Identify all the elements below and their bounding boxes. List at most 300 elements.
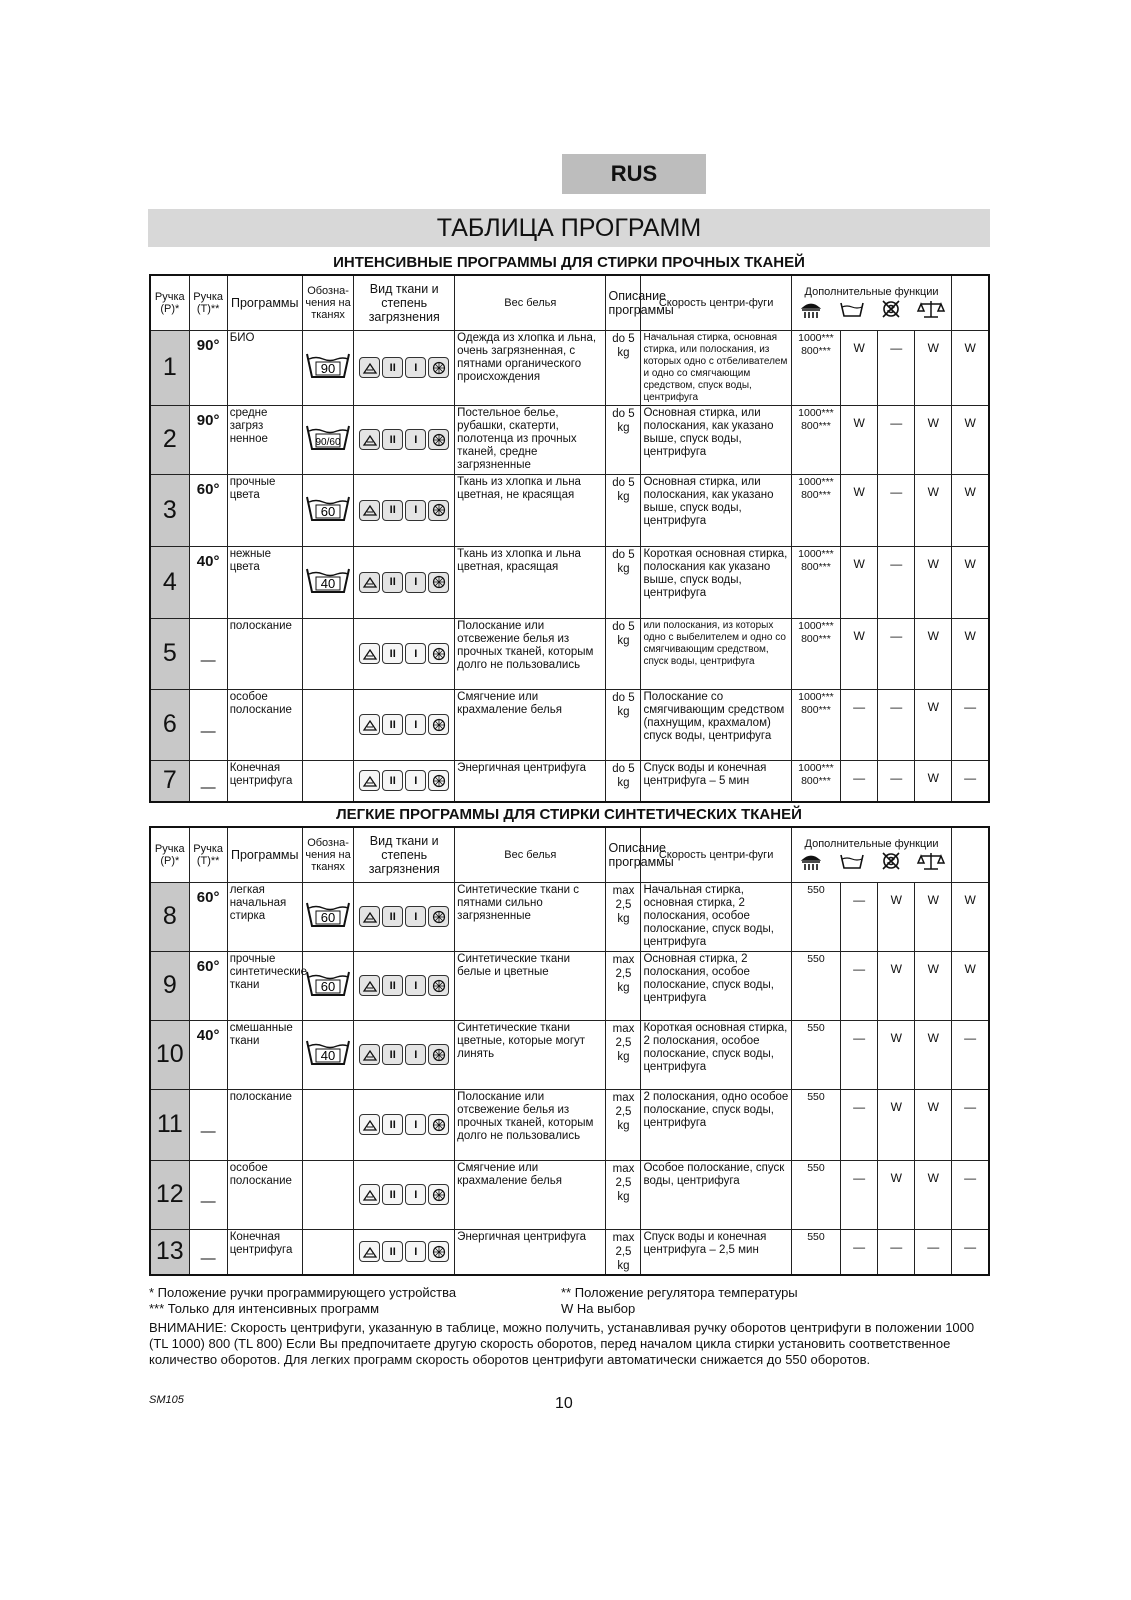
option-tub: — — [878, 618, 915, 689]
wash-1-button-icon: I — [405, 1184, 426, 1205]
program-name: прочные цвета — [227, 474, 302, 546]
temperature-setting: 60° — [189, 474, 227, 546]
extra-icons-row — [792, 850, 952, 872]
option-half-load: W — [952, 546, 989, 618]
option-no-spin: W — [915, 330, 952, 405]
program-description: Основная стирка, 2 полоскания, особое полоскание, спуск воды, центрифуга — [641, 951, 791, 1020]
program-description: Спуск воды и конечная центрифуга – 2,5 мин — [641, 1229, 791, 1275]
footnote-p-handle: * Положение ручки программирующего устройства — [149, 1285, 457, 1300]
prewash-button-icon — [359, 572, 380, 593]
option-half-load: W — [952, 618, 989, 689]
option-half-load: W — [952, 330, 989, 405]
prewash-button-icon — [359, 1184, 380, 1205]
header-p-handle: Ручка (Р)* — [150, 827, 189, 882]
prewash-button-icon — [359, 714, 380, 735]
option-no-spin: W — [915, 1020, 952, 1089]
spin-speed: 1000*** 800*** — [791, 546, 840, 618]
wash-2-button-icon: II — [382, 357, 403, 378]
temperature-setting: — — [189, 1160, 227, 1229]
program-buttons — [354, 546, 455, 618]
fabric-symbol — [302, 689, 353, 760]
program-buttons — [354, 1229, 455, 1275]
wash-1-button-icon: I — [405, 770, 426, 791]
wash-1-button-icon: I — [405, 906, 426, 927]
spin-speed: 1000*** 800*** — [791, 405, 840, 474]
wash-temperature-icon — [305, 968, 351, 998]
prewash-button-icon — [359, 906, 380, 927]
fabric-type: Синтетические ткани белые и цветные — [455, 951, 606, 1020]
spin-speed: 1000*** 800*** — [791, 330, 840, 405]
program-description: Начальная стирка, основная стирка, или полоскания, из которых одно с отбеливателем и одно со смягчающим средством, спуск воды, центрифуга — [641, 330, 791, 405]
selector-buttons — [356, 1044, 452, 1065]
program-buttons — [354, 760, 455, 802]
option-shower: W — [841, 546, 878, 618]
prewash-button-icon — [359, 770, 380, 791]
temperature-setting: — — [189, 1229, 227, 1275]
option-no-spin: W — [915, 882, 952, 951]
header-program: Программы — [227, 275, 302, 330]
program-number: 6 — [150, 689, 189, 760]
wash-1-button-icon: I — [405, 572, 426, 593]
program-buttons — [354, 330, 455, 405]
program-buttons — [354, 1089, 455, 1160]
fabric-type: Энергичная центрифуга — [455, 1229, 606, 1275]
program-number: 5 — [150, 618, 189, 689]
programs-table-light — [149, 826, 990, 1276]
wash-1-button-icon: I — [405, 1044, 426, 1065]
footnote-intensive: *** Только для интенсивных программ — [149, 1301, 380, 1316]
attention-note: ВНИМАНИЕ: Скорость центрифуги, указанную в таблице, можно получить, устанавливая ручку оборотов центрифуги в положении 1000 (TL 1000) 800 (TL 800) Если Вы предпочитаете другую скорость оборотов, перед началом цикла стирки установить соответственное количество оборотов. Для легких программ скорость оборотов центрифуги автоматически снижается до 550 оборотов. — [149, 1320, 975, 1367]
program-number: 4 — [150, 546, 189, 618]
fabric-symbol — [302, 405, 353, 474]
program-number: 1 — [150, 330, 189, 405]
program-description: Начальная стирка, основная стирка, 2 полоскания, особое полоскание, спуск воды, центрифуга — [641, 882, 791, 951]
program-buttons — [354, 1160, 455, 1229]
spin-button-icon — [428, 1184, 449, 1205]
wash-temperature-icon — [305, 899, 351, 929]
spin-speed: 1000*** 800*** — [791, 474, 840, 546]
laundry-weight: max 2,5 kg — [606, 1020, 641, 1089]
selector-buttons — [356, 1241, 452, 1262]
program-buttons — [354, 951, 455, 1020]
selector-buttons — [356, 1184, 452, 1205]
option-tub: W — [878, 951, 915, 1020]
footnotes — [149, 1285, 991, 1317]
wash-2-button-icon: II — [382, 643, 403, 664]
wash-temperature-label: 40 — [320, 575, 336, 591]
wash-2-button-icon: II — [382, 714, 403, 735]
option-shower: — — [841, 760, 878, 802]
fabric-type: Полоскание или отсвежение белья из прочных тканей, которым долго не пользовались — [455, 618, 606, 689]
wash-2-button-icon: II — [382, 1114, 403, 1135]
table-row — [150, 951, 989, 1020]
laundry-weight: do 5 kg — [606, 474, 641, 546]
wash-2-button-icon: II — [382, 429, 403, 450]
option-half-load: W — [952, 474, 989, 546]
table-row — [150, 1160, 989, 1229]
option-shower: W — [841, 474, 878, 546]
document-code: SM105 — [149, 1394, 184, 1406]
program-number: 3 — [150, 474, 189, 546]
program-name: полоскание — [227, 1089, 302, 1160]
option-tub: — — [878, 546, 915, 618]
program-name: особое полоскание — [227, 1160, 302, 1229]
program-number: 9 — [150, 951, 189, 1020]
wash-temperature-icon — [305, 493, 351, 523]
table-row — [150, 882, 989, 951]
spin-button-icon — [428, 429, 449, 450]
wash-2-button-icon: II — [382, 975, 403, 996]
temperature-setting: 90° — [189, 330, 227, 405]
option-half-load: — — [952, 689, 989, 760]
wash-temperature-label: 40 — [320, 1048, 336, 1063]
prewash-button-icon — [359, 357, 380, 378]
spin-button-icon — [428, 714, 449, 735]
fabric-symbol — [302, 1089, 353, 1160]
prewash-button-icon — [359, 1114, 380, 1135]
option-tub: W — [878, 1089, 915, 1160]
program-name: БИО — [227, 330, 302, 405]
option-tub: — — [878, 405, 915, 474]
table-row — [150, 474, 989, 546]
spin-button-icon — [428, 906, 449, 927]
program-description: Короткая основная стирка, 2 полоскания, особое полоскание, спуск воды, центрифуга — [641, 1020, 791, 1089]
spin-speed: 550 — [791, 1020, 840, 1089]
wash-temperature-icon — [305, 565, 351, 595]
spin-button-icon — [428, 1241, 449, 1262]
header-speed: Скорость центри-фуги — [641, 275, 791, 330]
table-row — [150, 1089, 989, 1160]
option-no-spin: W — [915, 546, 952, 618]
program-name: средне загряз ненное — [227, 405, 302, 474]
program-name: особое полоскание — [227, 689, 302, 760]
fabric-symbol — [302, 760, 353, 802]
option-tub: W — [878, 1020, 915, 1089]
wash-2-button-icon: II — [382, 572, 403, 593]
wash-2-button-icon: II — [382, 770, 403, 791]
spin-button-icon — [428, 975, 449, 996]
wash-2-button-icon: II — [382, 1044, 403, 1065]
selector-buttons — [356, 1114, 452, 1135]
page-title: ТАБЛИЦА ПРОГРАММ — [148, 209, 990, 247]
option-shower: W — [841, 405, 878, 474]
fabric-symbol — [302, 882, 353, 951]
spin-button-icon — [428, 500, 449, 521]
crossed-spin-icon — [880, 299, 902, 319]
spin-speed: 1000*** 800*** — [791, 689, 840, 760]
wash-temperature-icon — [305, 1037, 351, 1067]
program-name: Конечная центрифуга — [227, 760, 302, 802]
selector-buttons — [356, 643, 452, 664]
shower-icon — [799, 851, 823, 871]
program-name: легкая начальная стирка — [227, 882, 302, 951]
table-row — [150, 689, 989, 760]
wash-temperature-icon — [305, 350, 351, 380]
temperature-setting: — — [189, 618, 227, 689]
spin-speed: 550 — [791, 882, 840, 951]
header-description: Описание программы — [606, 827, 641, 882]
option-shower: — — [841, 1229, 878, 1275]
prewash-button-icon — [359, 643, 380, 664]
laundry-weight: do 5 kg — [606, 689, 641, 760]
wash-temperature-label: 60 — [320, 910, 336, 925]
option-shower: — — [841, 689, 878, 760]
spin-speed: 550 — [791, 951, 840, 1020]
wash-1-button-icon: I — [405, 1241, 426, 1262]
wash-2-button-icon: II — [382, 1184, 403, 1205]
option-no-spin: W — [915, 951, 952, 1020]
wash-1-button-icon: I — [405, 975, 426, 996]
header-weight: Вес белья — [455, 827, 606, 882]
option-shower: — — [841, 1160, 878, 1229]
temperature-setting: 40° — [189, 1020, 227, 1089]
option-shower: W — [841, 618, 878, 689]
selector-buttons — [356, 572, 452, 593]
wash-2-button-icon: II — [382, 500, 403, 521]
program-description: Особое полоскание, спуск воды, центрифуга — [641, 1160, 791, 1229]
spin-button-icon — [428, 770, 449, 791]
wash-1-button-icon: I — [405, 714, 426, 735]
program-name: Конечная центрифуга — [227, 1229, 302, 1275]
program-description: Полоскание со смягчивающим средством (пахнущим, крахмалом) спуск воды, центрифуга — [641, 689, 791, 760]
option-no-spin: W — [915, 405, 952, 474]
option-shower: — — [841, 951, 878, 1020]
header-program: Программы — [227, 827, 302, 882]
laundry-weight: max 2,5 kg — [606, 1229, 641, 1275]
header-t-handle: Ручка (Т)** — [189, 275, 227, 330]
table-row — [150, 1020, 989, 1089]
table-row — [150, 1229, 989, 1275]
program-description: или полоскания, из которых одно с выбелителем и одно со смягчивающим средством, спуск воды, центрифуга — [641, 618, 791, 689]
program-buttons — [354, 689, 455, 760]
wash-temperature-label: 60 — [320, 503, 336, 519]
program-buttons — [354, 474, 455, 546]
wash-temperature-icon — [305, 422, 351, 452]
option-no-spin: W — [915, 1089, 952, 1160]
laundry-weight: max 2,5 kg — [606, 882, 641, 951]
program-number: 2 — [150, 405, 189, 474]
page-number: 10 — [555, 1395, 573, 1412]
option-no-spin: W — [915, 760, 952, 802]
temperature-setting: 60° — [189, 951, 227, 1020]
option-tub: — — [878, 474, 915, 546]
header-symbols: Обозна-чения на тканях — [302, 275, 353, 330]
fabric-type: Синтетические ткани цветные, которые могут линять — [455, 1020, 606, 1089]
laundry-weight: do 5 kg — [606, 546, 641, 618]
table-row — [150, 618, 989, 689]
tub-icon — [839, 851, 865, 871]
spin-speed: 1000*** 800*** — [791, 618, 840, 689]
spin-speed: 550 — [791, 1160, 840, 1229]
laundry-weight: do 5 kg — [606, 330, 641, 405]
spin-button-icon — [428, 1044, 449, 1065]
fabric-symbol — [302, 474, 353, 546]
header-p-handle: Ручка (Р)* — [150, 275, 189, 330]
extra-icons-row — [792, 298, 952, 320]
header-extra — [791, 827, 952, 882]
wash-2-button-icon: II — [382, 1241, 403, 1262]
fabric-type: Одежда из хлопка и льна, очень загрязненная, с пятнами органического происхождения — [455, 330, 606, 405]
program-name: прочные синтетические ткани — [227, 951, 302, 1020]
spin-speed: 1000*** 800*** — [791, 760, 840, 802]
option-half-load: W — [952, 951, 989, 1020]
shower-icon — [799, 299, 823, 319]
table-row — [150, 546, 989, 618]
laundry-weight: do 5 kg — [606, 760, 641, 802]
option-shower: W — [841, 330, 878, 405]
wash-1-button-icon: I — [405, 500, 426, 521]
laundry-weight: do 5 kg — [606, 405, 641, 474]
option-no-spin: W — [915, 618, 952, 689]
temperature-setting: — — [189, 760, 227, 802]
spin-button-icon — [428, 643, 449, 664]
footnote-t-handle: ** Положение регулятора температуры — [561, 1285, 798, 1300]
header-t-handle: Ручка (Т)** — [189, 827, 227, 882]
header-extra-label: Дополнительные функции — [804, 285, 939, 298]
table-row — [150, 405, 989, 474]
selector-buttons — [356, 906, 452, 927]
option-shower: — — [841, 882, 878, 951]
selector-buttons — [356, 714, 452, 735]
option-half-load: — — [952, 1020, 989, 1089]
program-name: смешанные ткани — [227, 1020, 302, 1089]
header-extra-label: Дополнительные функции — [804, 837, 939, 850]
program-description: 2 полоскания, одно особое полоскание, спуск воды, центрифуга — [641, 1089, 791, 1160]
laundry-weight: max 2,5 kg — [606, 951, 641, 1020]
program-number: 11 — [150, 1089, 189, 1160]
wash-temperature-label: 90 — [320, 361, 336, 376]
selector-buttons — [356, 357, 452, 378]
program-buttons — [354, 1020, 455, 1089]
program-name: полоскание — [227, 618, 302, 689]
programs-table-intensive — [149, 274, 990, 803]
spin-button-icon — [428, 357, 449, 378]
option-tub: W — [878, 1160, 915, 1229]
option-no-spin: — — [915, 1229, 952, 1275]
option-half-load: — — [952, 1229, 989, 1275]
program-description: Основная стирка, или полоскания, как указано выше, спуск воды, центрифуга — [641, 474, 791, 546]
temperature-setting: 90° — [189, 405, 227, 474]
wash-1-button-icon: I — [405, 643, 426, 664]
option-shower: — — [841, 1020, 878, 1089]
program-name: нежные цвета — [227, 546, 302, 618]
option-half-load: W — [952, 405, 989, 474]
selector-buttons — [356, 770, 452, 791]
fabric-symbol — [302, 1160, 353, 1229]
header-fabric: Вид ткани и степень загрязнения — [354, 275, 455, 330]
spin-button-icon — [428, 1114, 449, 1135]
section-title-intensive: ИНТЕНСИВНЫЕ ПРОГРАММЫ ДЛЯ СТИРКИ ПРОЧНЫХ ТКАНЕЙ — [333, 254, 805, 271]
temperature-setting: — — [189, 689, 227, 760]
prewash-button-icon — [359, 500, 380, 521]
selector-buttons — [356, 500, 452, 521]
program-number: 12 — [150, 1160, 189, 1229]
table-row — [150, 760, 989, 802]
fabric-type: Смягчение или крахмаление белья — [455, 689, 606, 760]
temperature-setting: — — [189, 1089, 227, 1160]
option-tub: W — [878, 882, 915, 951]
wash-1-button-icon: I — [405, 1114, 426, 1135]
header-weight: Вес белья — [455, 275, 606, 330]
fabric-symbol — [302, 951, 353, 1020]
fabric-symbol — [302, 1020, 353, 1089]
wash-1-button-icon: I — [405, 357, 426, 378]
scales-icon — [918, 851, 944, 871]
spin-speed: 550 — [791, 1229, 840, 1275]
section-title-light: ЛЕГКИЕ ПРОГРАММЫ ДЛЯ СТИРКИ СИНТЕТИЧЕСКИХ ТКАНЕЙ — [336, 806, 802, 823]
option-half-load: W — [952, 882, 989, 951]
program-description: Основная стирка, или полоскания, как указано выше, спуск воды, центрифуга — [641, 405, 791, 474]
fabric-type: Синтетические ткани с пятнами сильно загрязненные — [455, 882, 606, 951]
fabric-type: Ткань из хлопка и льна цветная, красящая — [455, 546, 606, 618]
program-buttons — [354, 882, 455, 951]
laundry-weight: max 2,5 kg — [606, 1160, 641, 1229]
fabric-type: Постельное белье, рубашки, скатерти, полотенца из прочных тканей, средне загрязненные — [455, 405, 606, 474]
fabric-symbol — [302, 618, 353, 689]
program-number: 10 — [150, 1020, 189, 1089]
selector-buttons — [356, 975, 452, 996]
option-no-spin: W — [915, 689, 952, 760]
header-description: Описание программы — [606, 275, 641, 330]
selector-buttons — [356, 429, 452, 450]
wash-temperature-label: 60 — [320, 979, 336, 994]
laundry-weight: max 2,5 kg — [606, 1089, 641, 1160]
option-tub: — — [878, 1229, 915, 1275]
wash-2-button-icon: II — [382, 906, 403, 927]
wash-temperature-label: 90/60 — [315, 437, 341, 448]
footnote-optional: W На выбор — [561, 1301, 636, 1316]
crossed-spin-icon — [880, 851, 902, 871]
fabric-type: Смягчение или крахмаление белья — [455, 1160, 606, 1229]
option-tub: — — [878, 760, 915, 802]
header-fabric: Вид ткани и степень загрязнения — [354, 827, 455, 882]
fabric-type: Полоскание или отсвежение белья из прочных тканей, которым долго не пользовались — [455, 1089, 606, 1160]
option-tub: — — [878, 330, 915, 405]
prewash-button-icon — [359, 1241, 380, 1262]
temperature-setting: 40° — [189, 546, 227, 618]
fabric-type: Ткань из хлопка и льна цветная, не красящая — [455, 474, 606, 546]
fabric-symbol — [302, 330, 353, 405]
program-number: 13 — [150, 1229, 189, 1275]
language-badge: RUS — [562, 154, 706, 194]
option-shower: — — [841, 1089, 878, 1160]
option-half-load: — — [952, 1160, 989, 1229]
program-number: 7 — [150, 760, 189, 802]
laundry-weight: do 5 kg — [606, 618, 641, 689]
option-half-load: — — [952, 760, 989, 802]
program-description: Спуск воды и конечная центрифуга – 5 мин — [641, 760, 791, 802]
option-no-spin: W — [915, 1160, 952, 1229]
prewash-button-icon — [359, 429, 380, 450]
scales-icon — [918, 299, 944, 319]
table-row — [150, 330, 989, 405]
program-buttons — [354, 618, 455, 689]
header-symbols: Обозна-чения на тканях — [302, 827, 353, 882]
program-buttons — [354, 405, 455, 474]
option-no-spin: W — [915, 474, 952, 546]
wash-1-button-icon: I — [405, 429, 426, 450]
fabric-type: Энергичная центрифуга — [455, 760, 606, 802]
spin-button-icon — [428, 572, 449, 593]
temperature-setting: 60° — [189, 882, 227, 951]
program-description: Короткая основная стирка, полоскания как указано выше, спуск воды, центрифуга — [641, 546, 791, 618]
header-speed: Скорость центри-фуги — [641, 827, 791, 882]
header-extra — [791, 275, 952, 330]
prewash-button-icon — [359, 1044, 380, 1065]
prewash-button-icon — [359, 975, 380, 996]
tub-icon — [839, 299, 865, 319]
program-number: 8 — [150, 882, 189, 951]
